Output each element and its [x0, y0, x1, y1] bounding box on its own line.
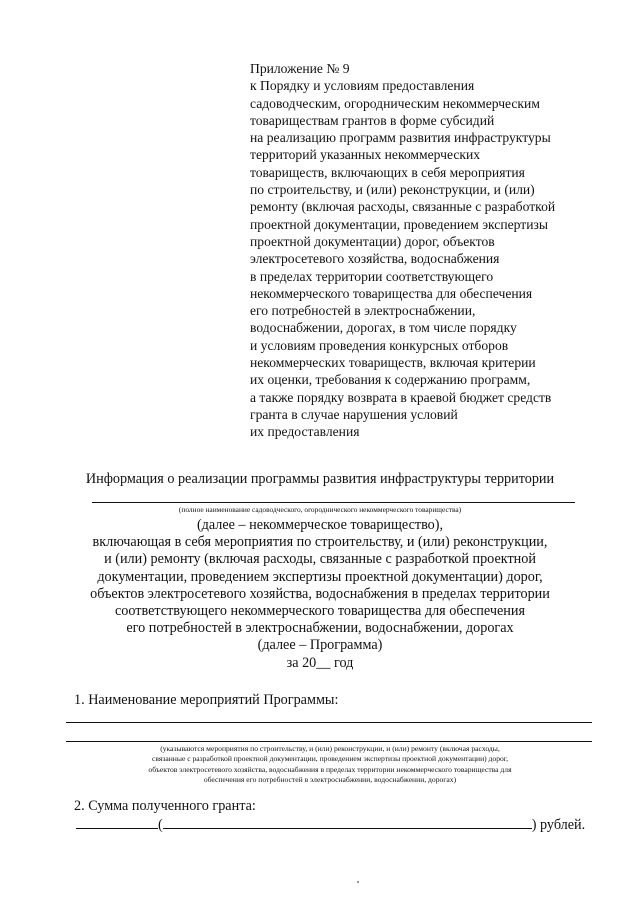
scan-speck	[357, 881, 359, 883]
partnership-name-field[interactable]	[92, 502, 575, 503]
appendix-line: и условиям проведения конкурсных отборов	[250, 337, 509, 353]
caption-line: объектов электросетевого хозяйства, водоснабжения в пределах территории некоммерческого товарищества для	[148, 764, 512, 774]
appendix-line: некоммерческого товарищества для обеспечения	[250, 285, 533, 301]
document-heading: Информация о реализации программы развития инфраструктуры территории	[85, 471, 555, 487]
appendix-line: территорий указанных некоммерческих	[250, 147, 481, 163]
body-line: документации, проведением экспертизы проектной документации) дорог,	[97, 568, 543, 585]
appendix-line: электросетевого хозяйства, водоснабжения	[250, 251, 500, 267]
body-line: (далее – некоммерческое товарищество),	[196, 517, 444, 533]
report-year-line: за 20__ год	[286, 654, 354, 671]
partnership-name-caption: (полное наименование садоводческого, огороднического некоммерческого товарищества)	[178, 505, 462, 514]
measures-field-line-1[interactable]	[66, 722, 592, 723]
appendix-line: их оценки, требования к содержанию программ,	[250, 372, 531, 388]
appendix-line: товариществам грантов в форме субсидий	[250, 112, 495, 128]
appendix-line: товариществ, включающих в себя мероприятия	[250, 164, 525, 180]
appendix-line: садоводческим, огородническим некоммерческим	[250, 95, 540, 111]
appendix-line: некоммерческих товариществ, включая критерии	[250, 355, 536, 371]
program-description	[0, 517, 640, 672]
appendix-line: гранта в случае нарушения условий	[250, 406, 458, 422]
grant-amount-digits-field[interactable]	[76, 815, 158, 829]
grant-amount-words-field[interactable]	[163, 815, 532, 829]
appendix-line: их предоставления	[250, 424, 360, 440]
section-1-title: 1. Наименование мероприятий Программы:	[74, 692, 339, 708]
amount-suffix: ) рублей.	[531, 817, 586, 833]
body-line: включающая в себя мероприятия по строительству, и (или) реконструкции,	[92, 534, 548, 551]
open-paren: (	[158, 817, 163, 833]
body-line: (далее – Программа)	[257, 637, 383, 654]
caption-line: обеспечения его потребностей в электроснабжении, водоснабжении, дорогах)	[203, 775, 457, 785]
measures-field-line-2[interactable]	[66, 741, 592, 742]
appendix-line: по строительству, и (или) реконструкции, и (или)	[250, 182, 535, 198]
body-line: соответствующего некоммерческого товарищества для обеспечения	[114, 603, 525, 620]
appendix-line: проектной документации) дорог, объектов	[250, 233, 495, 249]
body-line: и (или) ремонту (включая расходы, связанные с разработкой проектной	[104, 551, 536, 568]
appendix-line: а также порядку возврата в краевой бюджет средств	[250, 389, 552, 405]
grant-amount-row	[76, 815, 585, 834]
appendix-line: ремонту (включая расходы, связанные с разработкой	[250, 199, 556, 215]
measures-caption	[60, 744, 600, 786]
appendix-line: его потребностей в электроснабжении,	[250, 303, 476, 319]
appendix-reference-block	[250, 60, 620, 441]
caption-line: связанные с разработкой проектной документации, проведением экспертизы проектной документации) дорог,	[152, 754, 508, 764]
appendix-line: водоснабжении, дорогах, в том числе порядку	[250, 320, 517, 336]
section-2-title: 2. Сумма полученного гранта:	[74, 798, 256, 814]
appendix-line: в пределах территории соответствующего	[250, 268, 494, 284]
body-line: его потребностей в электроснабжении, водоснабжении, дорогах	[126, 620, 514, 637]
appendix-line: Приложение № 9	[250, 61, 350, 76]
body-line: объектов электросетевого хозяйства, водоснабжения в пределах территории	[90, 585, 550, 602]
caption-line: (указываются мероприятия по строительству, и (или) реконструкции, и (или) ремонту (включая расходы,	[160, 744, 500, 753]
appendix-line: проектной документации, проведением экспертизы	[250, 216, 548, 232]
appendix-line: на реализацию программ развития инфраструктуры	[250, 130, 551, 146]
appendix-line: к Порядку и условиям предоставления	[250, 78, 475, 94]
